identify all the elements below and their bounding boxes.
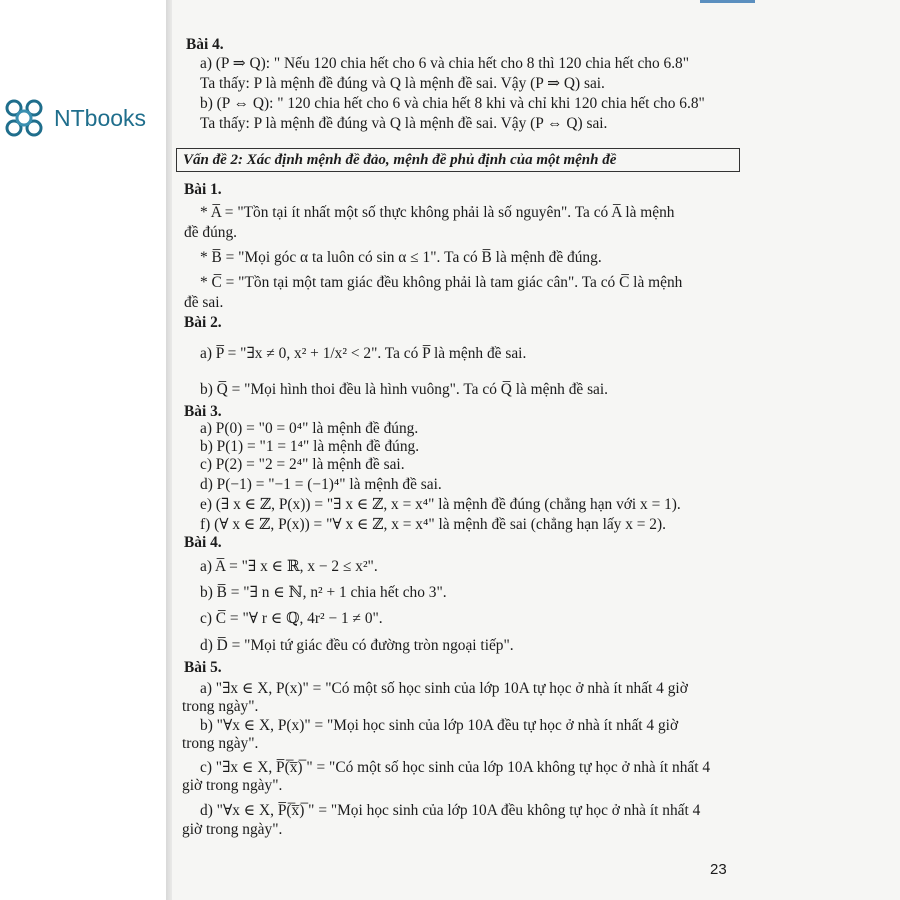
page-number: 23 [710,861,727,878]
section1-line: Ta thấy: P là mệnh đề đúng và Q là mệnh đề sai. Vậy (P ⇒ Q) sai. [200,75,605,92]
section1-line: Ta thấy: P là mệnh đề đúng và Q là mệnh đề sai. Vậy (P ⇔ Q) sai. [200,115,608,132]
bai5-line: a) "∃x ∈ X, P(x)" = "Có một số học sinh của lớp 10A tự học ở nhà ít nhất 4 giờ [200,680,688,697]
bai3-line: a) P(0) = "0 = 0⁴" là mệnh đề đúng. [200,420,419,437]
bai4-line: c) C̅ = "∀ r ∈ ℚ, 4r² − 1 ≠ 0". [200,610,383,627]
bai1-line: * B̅ = "Mọi góc α ta luôn có sin α ≤ 1". Ta có B̅ là mệnh đề đúng. [200,249,602,266]
bai5-line: d) "∀x ∈ X, P̅(̅x̅)̅ " = "Mọi học sinh của lớp 10A đều không tự học ở nhà ít nhất 4 [200,802,701,819]
bai3-line: f) (∀ x ∈ ℤ, P(x)) = "∀ x ∈ ℤ, x = x⁴" là mệnh đề sai (chẳng hạn lấy x = 2). [200,516,666,533]
bai2-title: Bài 2. [184,314,222,331]
bai3-line: b) P(1) = "1 = 1⁴" là mệnh đề đúng. [200,438,420,455]
section1-line: b) (P ⇔ Q): " 120 chia hết cho 6 và chia hết 8 khi và chỉ khi 120 chia hết cho 6.8" [200,95,705,112]
bai4-line: d) D̅ = "Mọi tứ giác đều có đường tròn ngoại tiếp". [200,637,514,654]
top-accent-bar [700,0,755,3]
heading-text: Vấn đề 2: Xác định mệnh đề đảo, mệnh đề phủ định của một mệnh đề [183,152,617,168]
bai3-line: d) P(−1) = "−1 = (−1)⁴" là mệnh đề sai. [200,476,442,493]
logo-text: NTbooks [54,104,147,131]
bai5-line: b) "∀x ∈ X, P(x)" = "Mọi học sinh của lớp 10A đều tự học ở nhà ít nhất 4 giờ [200,717,679,734]
section1-title: Bài 4. [186,36,224,53]
bai1-title: Bài 1. [184,181,222,198]
bai2-line: b) Q̅ = "Mọi hình thoi đều là hình vuông". Ta có Q̅ là mệnh đề sai. [200,381,609,398]
bai2-line: a) P̅ = "∃x ≠ 0, x² + 1/x² < 2". Ta có P̅ là mệnh đề sai. [200,345,527,362]
bai4-line: b) B̅ = "∃ n ∈ ℕ, n² + 1 chia hết cho 3". [200,584,447,601]
bai3-title: Bài 3. [184,403,222,420]
section1-line: a) (P ⇒ Q): " Nếu 120 chia hết cho 6 và chia hết cho 8 thì 120 chia hết cho 6.8" [200,55,690,72]
bai1-line: đề đúng. [184,224,238,241]
bai5-title: Bài 5. [184,659,222,676]
bai4-line: a) A̅ = "∃ x ∈ ℝ, x − 2 ≤ x²". [200,558,378,575]
bai1-line: * C̅ = "Tồn tại một tam giác đều không phải là tam giác cân". Ta có C̅ là mệnh [200,274,683,291]
heading-box [176,148,740,172]
logo-knot-icon [0,94,48,142]
bai5-line: trong ngày". [182,698,259,715]
bai1-line: * A̅ = "Tồn tại ít nhất một số thực không phải là số nguyên". Ta có A̅ là mệnh [200,204,675,221]
ntbooks-logo [0,90,146,146]
bai1-line: đề sai. [184,294,224,311]
bai3-line: e) (∃ x ∈ ℤ, P(x)) = "∃ x ∈ ℤ, x = x⁴" là mệnh đề đúng (chẳng hạn với x = 1). [200,496,681,513]
bai5-line: c) "∃x ∈ X, P̅(̅x̅)̅ " = "Có một số học sinh của lớp 10A không tự học ở nhà ít nhất 4 [200,759,711,776]
bai3-line: c) P(2) = "2 = 2⁴" là mệnh đề sai. [200,456,405,473]
bai5-line: trong ngày". [182,735,259,752]
bai4-title: Bài 4. [184,534,222,551]
bai5-line: giờ trong ngày". [182,777,283,794]
bai5-line: giờ trong ngày". [182,821,283,838]
